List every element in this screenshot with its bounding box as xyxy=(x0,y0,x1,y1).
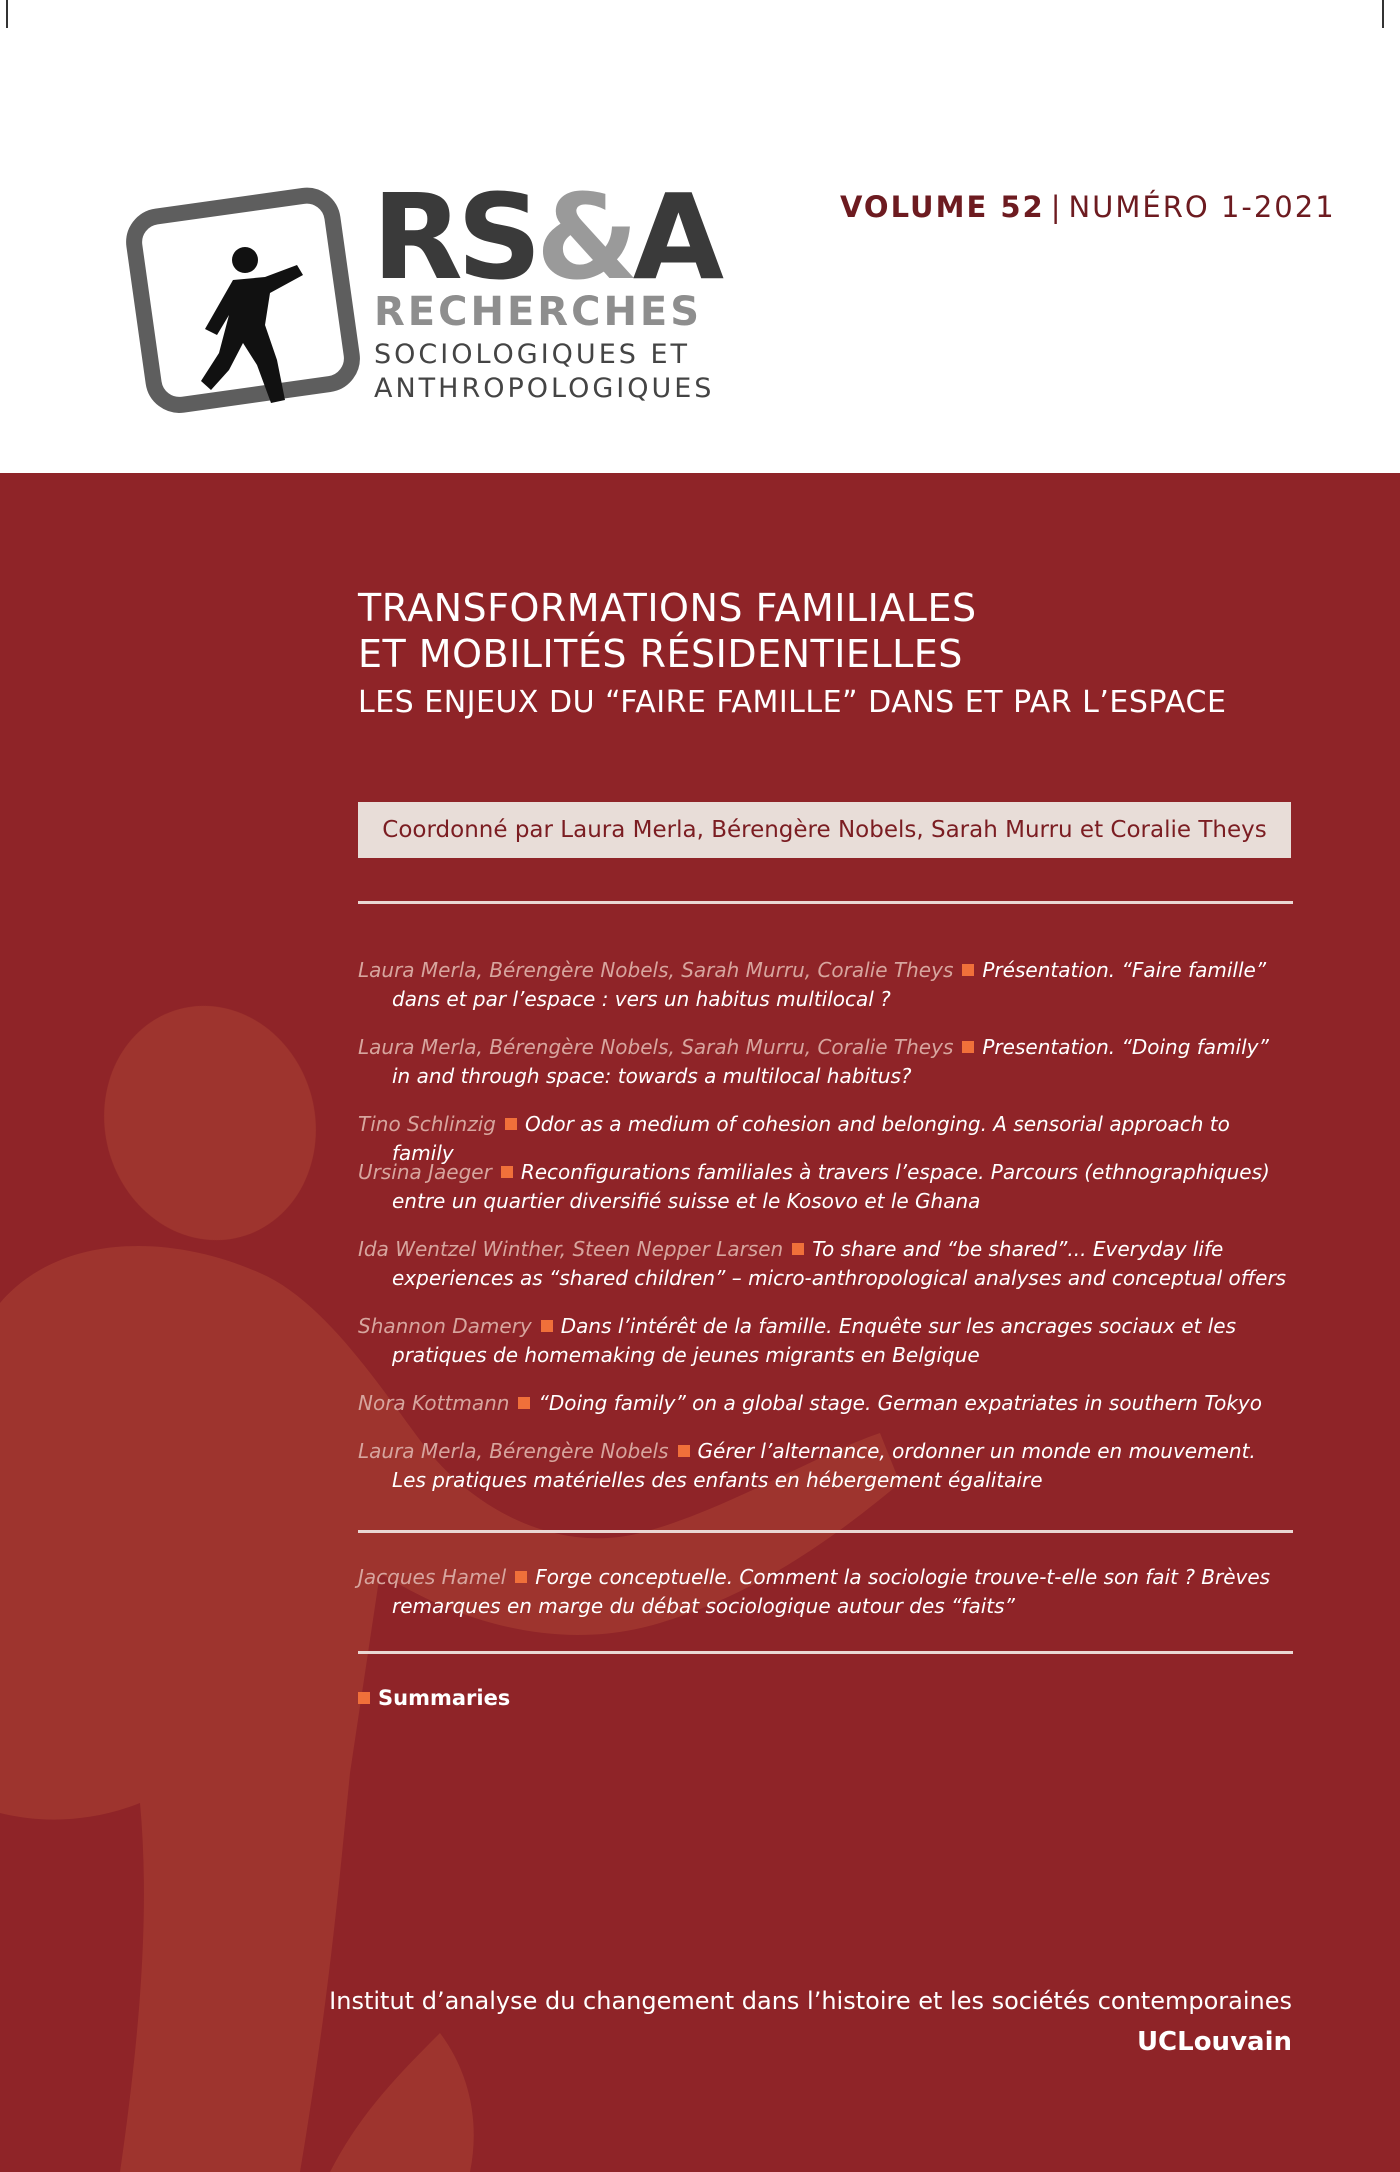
toc-authors: Ida Wentzel Winther, Steen Nepper Larsen xyxy=(358,1237,784,1261)
university-name: UCLouvain xyxy=(1136,2027,1292,2057)
volume-separator: | xyxy=(1050,190,1063,224)
divider-top xyxy=(358,901,1293,904)
toc-authors: Shannon Damery xyxy=(358,1314,532,1338)
bullet-square-icon xyxy=(358,1692,370,1704)
bullet-square-icon xyxy=(515,1571,527,1583)
toc-authors: Laura Merla, Bérengère Nobels, Sarah Murru, Coralie Theys xyxy=(358,958,954,982)
issue-title-line1: TRANSFORMATIONS FAMILIALES xyxy=(358,586,977,630)
toc-title: Présentation. “Faire famille” dans et par l’espace : vers un habitus multilocal ? xyxy=(392,958,1267,1011)
volume-label: VOLUME 52 xyxy=(840,190,1045,224)
coordination-banner: Coordonné par Laura Merla, Bérengère Nobels, Sarah Murru et Coralie Theys xyxy=(358,802,1291,858)
bullet-square-icon xyxy=(501,1166,513,1178)
institute-name: Institut d’analyse du changement dans l’histoire et les sociétés contemporaines xyxy=(329,1987,1292,2015)
bullet-square-icon xyxy=(962,964,974,976)
bullet-square-icon xyxy=(792,1243,804,1255)
summaries-item xyxy=(358,1686,510,1710)
toc-title: Odor as a medium of cohesion and belonging. A sensorial approach to family xyxy=(392,1112,1230,1165)
toc-title: To share and “be shared”... Everyday life experiences as “shared children” – micro-anthropological analyses and conceptual offers xyxy=(392,1237,1287,1290)
toc-authors: Laura Merla, Bérengère Nobels, Sarah Murru, Coralie Theys xyxy=(358,1035,954,1059)
toc-title: Gérer l’alternance, ordonner un monde en mouvement. Les pratiques matérielles des enfants en hébergement égalitaire xyxy=(392,1439,1256,1492)
logo-subtitle xyxy=(374,338,714,406)
issue-label: NUMÉRO 1-2021 xyxy=(1068,190,1336,224)
toc-entry xyxy=(358,1033,1293,1091)
toc-entry xyxy=(358,1437,1293,1495)
toc-authors: Laura Merla, Bérengère Nobels xyxy=(358,1439,669,1463)
toc-title: “Doing family” on a global stage. German expatriates in southern Tokyo xyxy=(538,1391,1262,1415)
bullet-square-icon xyxy=(541,1320,553,1332)
logo-abbreviation: RS&A xyxy=(372,168,719,306)
toc-entry xyxy=(358,1312,1293,1370)
volume-issue xyxy=(840,190,1336,224)
logo-line-sociologiques: SOCIOLOGIQUES ET xyxy=(374,339,691,370)
toc-entry xyxy=(358,1158,1293,1216)
logo-line-anthropologiques: ANTHROPOLOGIQUES xyxy=(374,373,715,404)
toc-authors: Jacques Hamel xyxy=(358,1565,507,1589)
toc-title: Reconfigurations familiales à travers l’espace. Parcours (ethnographiques) entre un quartier diversifié suisse et le Kosovo et le Ghana xyxy=(392,1160,1270,1213)
toc-authors: Ursina Jaeger xyxy=(358,1160,492,1184)
bullet-square-icon xyxy=(518,1397,530,1409)
bullet-square-icon xyxy=(678,1445,690,1457)
crop-mark-left xyxy=(6,0,8,28)
issue-title xyxy=(358,585,977,677)
toc-title: Forge conceptuelle. Comment la sociologie trouve-t-elle son fait ? Brèves remarques en marge du débat sociologique autour des “faits” xyxy=(392,1565,1271,1618)
summaries-label: Summaries xyxy=(378,1686,511,1710)
toc-title: Presentation. “Doing family” in and through space: towards a multilocal habitus? xyxy=(392,1035,1269,1088)
toc-entry xyxy=(358,956,1293,1014)
toc-title: Dans l’intérêt de la famille. Enquête sur les ancrages sociaux et les pratiques de homemaking de jeunes migrants en Belgique xyxy=(392,1314,1236,1367)
issue-title-line2: ET MOBILITÉS RÉSIDENTIELLES xyxy=(358,632,963,676)
toc-entry xyxy=(358,1389,1293,1418)
crop-mark-right xyxy=(1382,0,1384,28)
bullet-square-icon xyxy=(962,1041,974,1053)
cover-header xyxy=(0,0,1400,473)
divider-bottom xyxy=(358,1651,1293,1654)
issue-subtitle: LES ENJEUX DU “FAIRE FAMILLE” DANS ET PAR L’ESPACE xyxy=(358,685,1227,720)
logo-line-recherches: RECHERCHES xyxy=(374,289,703,335)
toc-authors: Tino Schlinzig xyxy=(358,1112,496,1136)
walking-person-logo-icon xyxy=(125,185,365,415)
toc-authors: Nora Kottmann xyxy=(358,1391,510,1415)
toc-entry xyxy=(358,1563,1293,1621)
divider-middle xyxy=(358,1530,1293,1533)
toc-entry xyxy=(358,1235,1293,1293)
bullet-square-icon xyxy=(505,1118,517,1130)
